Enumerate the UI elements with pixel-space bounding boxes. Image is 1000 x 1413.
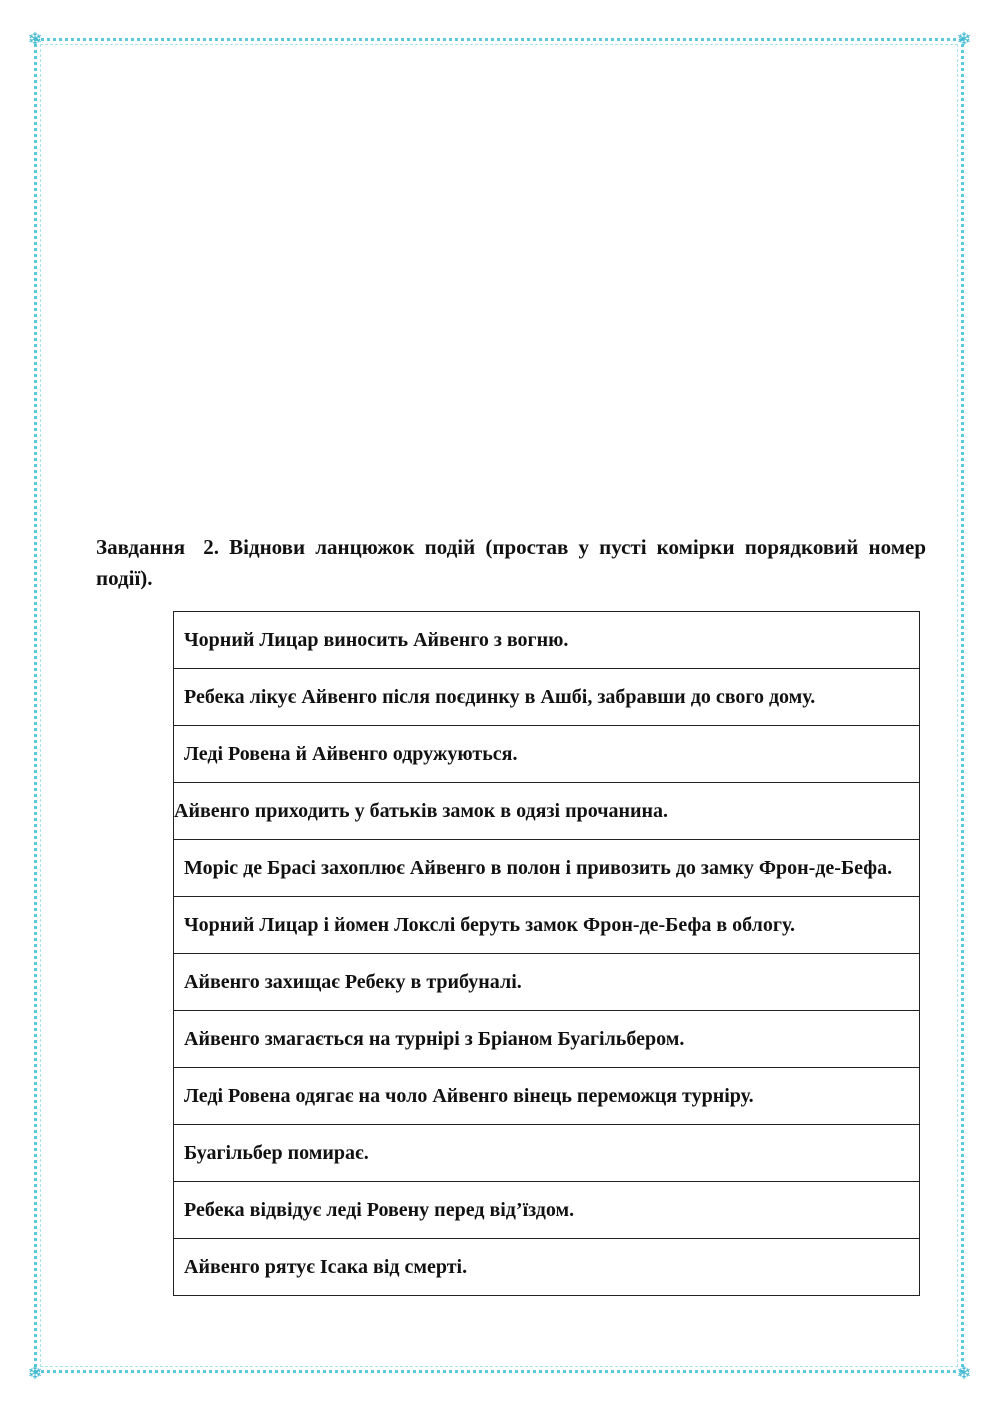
snowflake-icon: ❄ [956,29,972,49]
snowflake-icon: ❄ [27,29,43,49]
table-row [174,1068,920,1125]
event-cell: Чорний Лицар і йомен Локслі беруть замок Фрон-де-Бефа в облогу. [174,897,920,954]
event-cell: Моріс де Брасі захоплює Айвенго в полон і привозить до замку Фрон-де-Бефа. [174,840,920,897]
table-row [174,840,920,897]
table-row [174,1239,920,1296]
table-row [174,954,920,1011]
event-cell: Леді Ровена й Айвенго одружуються. [174,726,920,783]
table-row [174,1011,920,1068]
event-cell: Леді Ровена одягає на чоло Айвенго вінець переможця турніру. [174,1068,920,1125]
events-table [173,611,920,1296]
table-row [174,783,920,840]
event-cell: Чорний Лицар виносить Айвенго з вогню. [174,612,920,669]
task-text: 2. Віднови ланцюжок подій (простав у пусті комірки порядковий номер події). [96,535,926,590]
table-row [174,612,920,669]
event-cell: Ребека відвідує леді Ровену перед від’їздом. [174,1182,920,1239]
event-cell: Ребека лікує Айвенго після поєдинку в Ашбі, забравши до свого дому. [174,669,920,726]
event-cell: Айвенго приходить у батьків замок в одязі прочанина. [174,783,920,840]
snowflake-icon: ❄ [27,1363,43,1383]
snowflake-icon: ❄ [956,1363,972,1383]
table-row [174,726,920,783]
event-cell: Айвенго рятує Ісака від смерті. [174,1239,920,1296]
event-cell: Айвенго змагається на турнірі з Бріаном Буагільбером. [174,1011,920,1068]
event-cell: Буагільбер помирає. [174,1125,920,1182]
event-cell: Айвенго захищає Ребеку в трибуналі. [174,954,920,1011]
task-instruction [96,532,926,594]
task-label: Завдання [96,535,186,559]
table-row [174,669,920,726]
table-row [174,1125,920,1182]
table-row [174,897,920,954]
table-row [174,1182,920,1239]
